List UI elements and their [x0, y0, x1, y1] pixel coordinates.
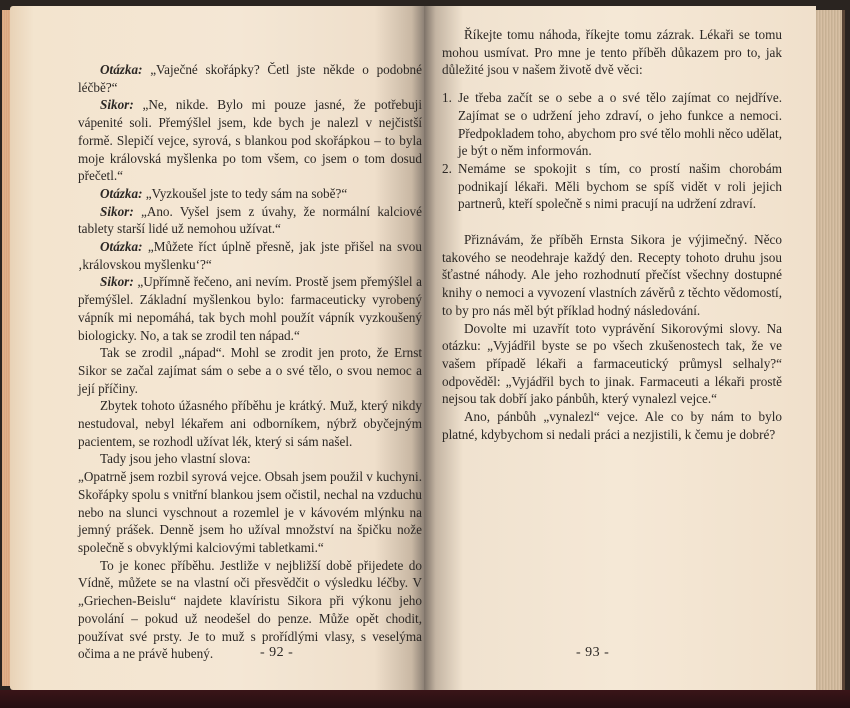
- paragraph-text: „Ano. Vyšel jsem z úvahy, že normální kalciové tablety starší lidé už nemohou užívat.“: [78, 203, 422, 237]
- right-intro-paragraph: Říkejte tomu náhoda, říkejte tomu zázrak. Lékaři se tomu mohou usmívat. Pro mne je tento příběh důkazem pro to, jak důležité jsou v našem životě dvě věci:: [442, 27, 782, 78]
- speaker-label: Sikor:: [100, 274, 134, 290]
- left-paragraph: [78, 468, 422, 557]
- list-item: [442, 89, 782, 160]
- list-item: [442, 160, 782, 213]
- book-cover: [0, 690, 850, 708]
- right-paragraph: Dovolte mi uzavřít toto vyprávění Sikorovými slovy. Na otázku: „Vyjádřil byste se po všech zkušenostech tak, že ve vašem případě lékaři a farmaceutický průmysl selhaly?“ odpověděl: „Vyjádřil bych to jinak. Farmaceuti a lékaři prostě nejsou tak dobří jako pánbůh, který vynalezl vejce.“: [442, 320, 782, 407]
- speaker-label: Sikor:: [100, 203, 134, 219]
- paragraph-text: Tady jsou jeho vlastní slova:: [100, 451, 251, 467]
- right-page-number: - 93 -: [576, 645, 610, 660]
- left-paragraph: [78, 238, 422, 273]
- left-paragraph: [78, 61, 422, 96]
- right-page-text: [442, 26, 782, 443]
- paragraph-text: „Můžete říct úplně přesně, jak jste přišel na svou ‚královskou myšlenku‘?“: [78, 239, 422, 272]
- left-paragraph: [78, 273, 422, 344]
- paragraph-text: „Ne, nikde. Bylo mi pouze jasné, že potřebuji vápenité soli. Přemýšlel jsem, kde bych je nalezl v nejčistší formě. Slepičí vejce, syrová, s blankou pod skořápkou – to byla moje královská myšlenka po tom všem, co jsem o tom dosud přečetl.“: [78, 97, 422, 184]
- right-paragraphs: [442, 231, 782, 443]
- right-numbered-list: [442, 89, 782, 213]
- paragraph-text: Zbytek tohoto úžasného příběhu je krátký. Muž, který nikdy nestudoval, nebyl lékařem ani odborníkem, nýbrž obyčejným pacientem, se rozhodl užívat lék, který si sám našel.: [78, 398, 422, 449]
- speaker-label: Otázka:: [100, 185, 143, 201]
- list-item-text: Je třeba začít se o sebe a o své tělo zajímat co nejdříve. Zajímat se o udržení jeho zdraví, o jeho funkce a nemoci. Předpokladem toho, abychom pro své tělo mohli něco udělat, je být o něm informován.: [458, 90, 782, 159]
- speaker-label: Otázka:: [100, 62, 143, 77]
- left-paragraph: [78, 185, 422, 203]
- paragraph-text: Tak se zrodil „nápad“. Mohl se zrodit jen proto, že Ernst Sikor se začal zajímat sám o sebe a o své tělo, o svou nemoc a její příčiny.: [78, 345, 422, 396]
- speaker-label: Sikor:: [100, 97, 134, 113]
- right-page: [424, 6, 816, 690]
- right-paragraph: Ano, pánbůh „vynalezl“ vejce. Ale co by nám to bylo platné, kdybychom si nedali práci a nezjistili, k čemu je dobré?: [442, 409, 782, 442]
- paragraph-text: „Opatrně jsem rozbil syrová vejce. Obsah jsem použil v kuchyni. Skořápky spolu s vnitřní blankou jsem očistil, nechal na vzduchu nebo na slunci vyschnout a rozemlel je v kávovém mlýnku na jemný prášek. Denně jsem ho užíval množství na špičku nože společně s obvyklými kalciovými tabletkami.“: [78, 469, 422, 555]
- left-page-text: [78, 61, 422, 663]
- list-item-text: Nemáme se spokojit s tím, co prostí našim chorobám podnikají lékaři. Měli bychom se spíš vidět v roli jejich partnerů, kteří společně s nimi pracují na udržení zdraví.: [458, 160, 782, 212]
- left-paragraph: [78, 397, 422, 450]
- left-paragraph: [78, 96, 422, 185]
- paragraph-text: „Vaječné skořápky? Četl jste někde o podobné léčbě?“: [78, 62, 422, 95]
- left-page-number: - 92 -: [260, 645, 294, 660]
- left-paragraph: [78, 450, 422, 468]
- left-paragraph: [78, 557, 422, 663]
- paragraph-text: „Upřímně řečeno, ani nevím. Prostě jsem přemýšlel a přemýšlel. Základní myšlenkou bylo: farmaceuticky vyrobený vápník mi nepomáhá, tak bych mohl použít vápník vyzkoušený biologicky. No, a tak se zrodil ten nápad.“: [78, 274, 422, 343]
- left-paragraph: [78, 344, 422, 397]
- paragraph-text: To je konec příběhu. Jestliže v nejbližší době přijedete do Vídně, můžete se na vlastní oči přesvědčit o výsledku léčby. V „Griechen-Beislu“ najdete klavíristu Sikora při výkonu jeho povolání – pokud už neodešel do penze. Může opět chodit, používat své prsty. Je to muž s prořídlými vlasy, s veselýma očima a ne právě hubený.: [78, 557, 422, 662]
- right-page-edges: [816, 10, 845, 690]
- list-item-number: 2.: [442, 160, 452, 176]
- right-paragraph: Přiznávám, že příběh Ernsta Sikora je výjimečný. Něco takového se neodehraje každý den. Recepty tohoto druhu jsou šťastné náhody. Ale jeho rozhodnutí přečíst všechny dostupné knihy o nemoci a vyvození vlastních závěrů z těchto vědomostí, to by pro nás měl být příklad hodný následování.: [442, 232, 782, 318]
- list-item-number: 1.: [442, 90, 452, 106]
- left-paragraph: [78, 203, 422, 238]
- paragraph-text: „Vyzkoušel jste to tedy sám na sobě?“: [142, 185, 348, 201]
- speaker-label: Otázka:: [100, 239, 143, 255]
- left-page: [10, 6, 424, 690]
